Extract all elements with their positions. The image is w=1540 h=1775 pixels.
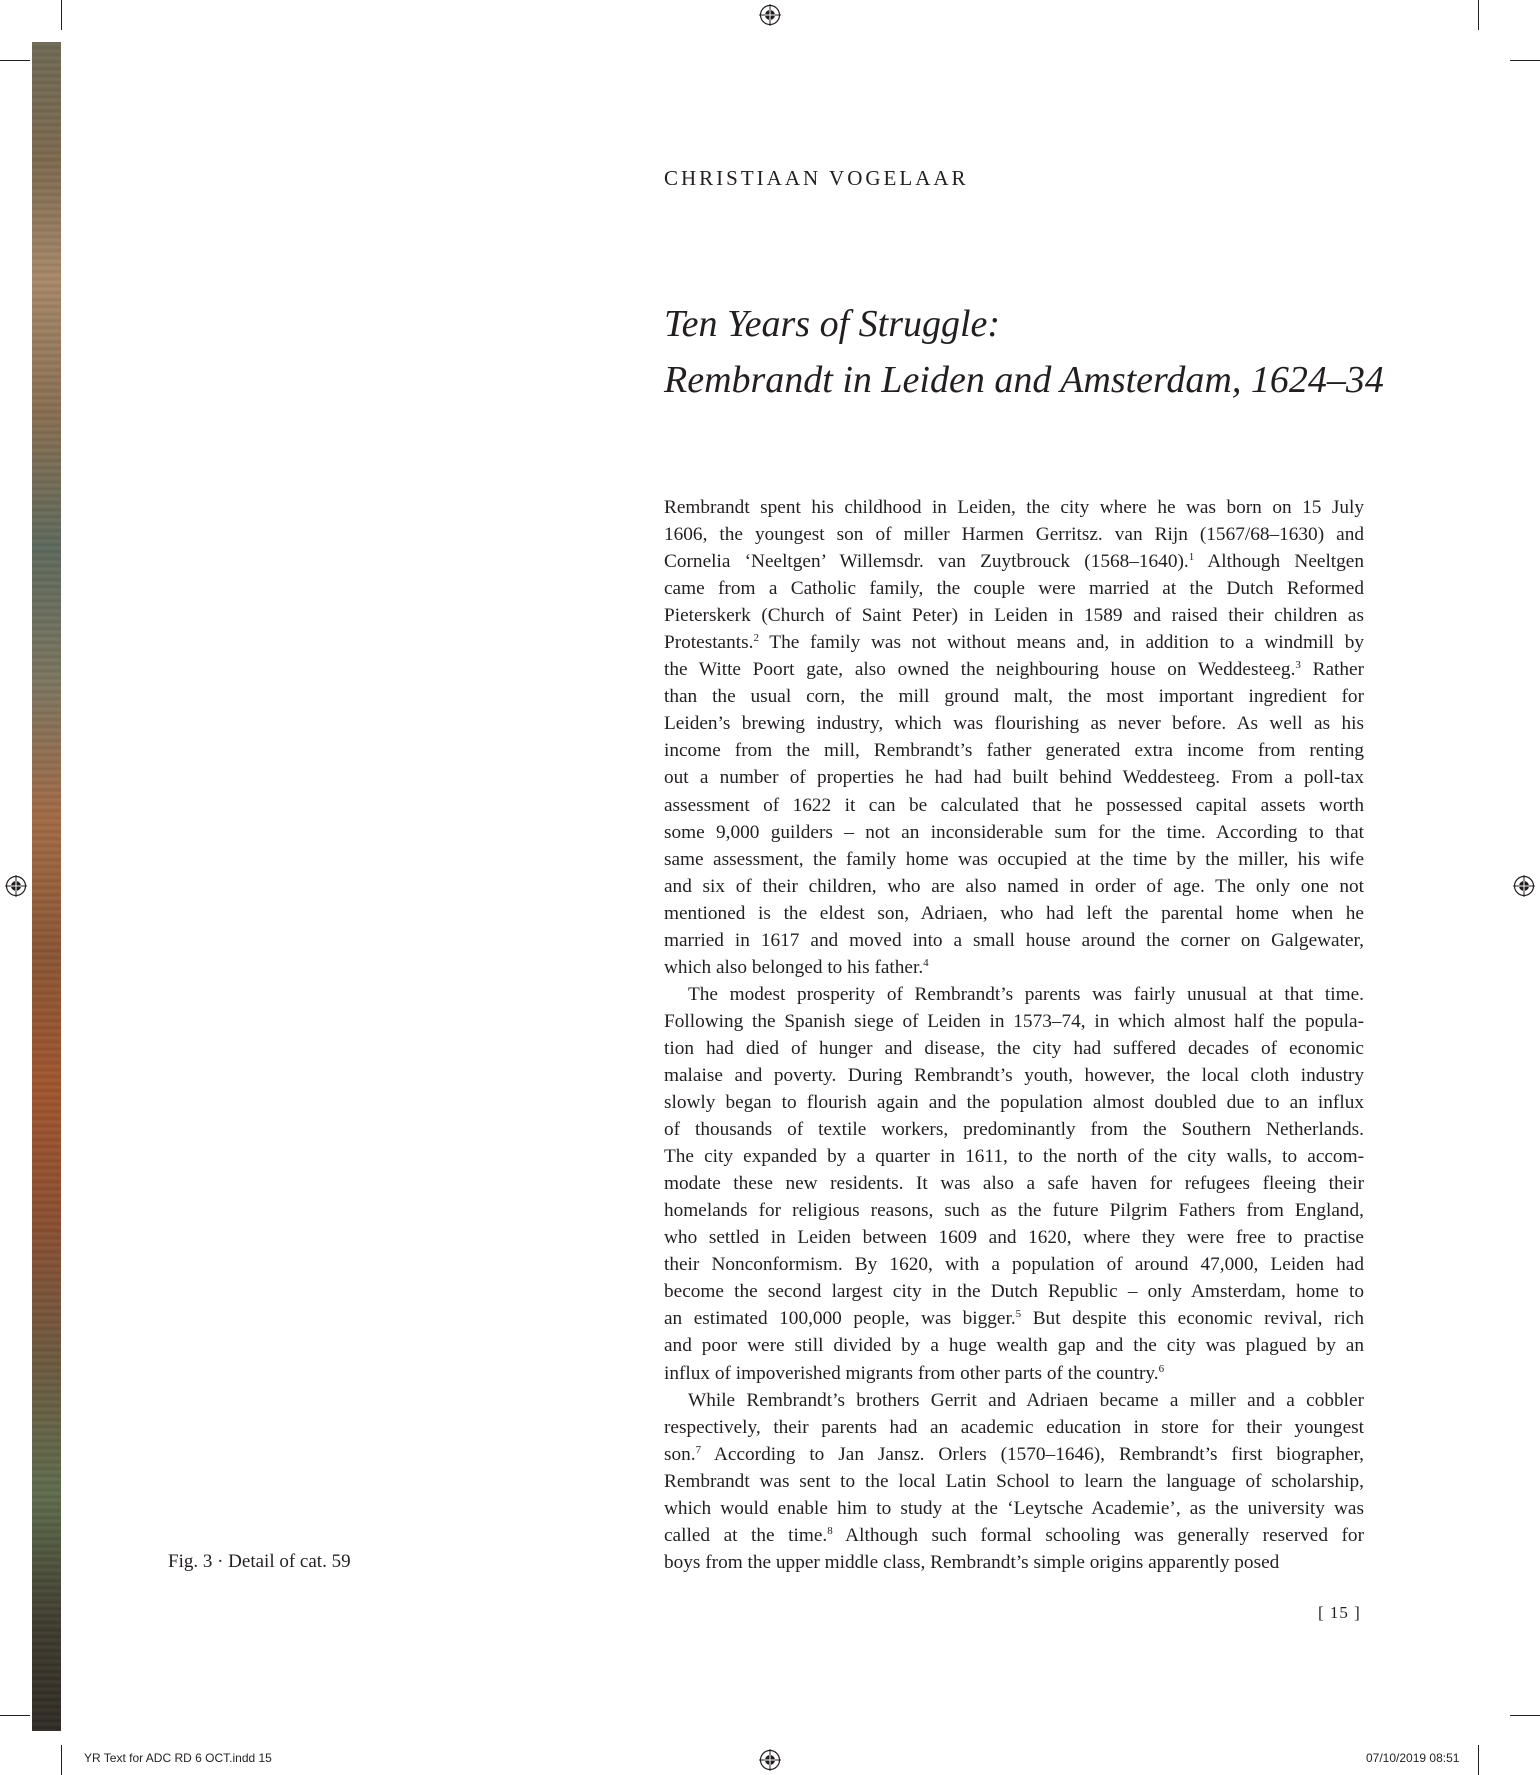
- slug-timestamp: 07/10/2019 08:51: [1366, 1751, 1460, 1765]
- text-line: mentioned is the eldest son, Adriaen, who had left the parental home when he: [664, 902, 1364, 924]
- page-number: [ 15 ]: [1318, 1603, 1361, 1622]
- text-line: 1606, the youngest son of miller Harmen Gerritsz. van Rijn (1567/68–1630) and: [664, 524, 1364, 546]
- text-line: married in 1617 and moved into a small house around the corner on Galgewater,: [664, 929, 1364, 951]
- text-line: Rembrandt was sent to the local Latin School to learn the language of scholarship,: [664, 1470, 1364, 1492]
- paragraph: [664, 981, 1364, 1387]
- text-line: came from a Catholic family, the couple were married at the Dutch Reformed: [664, 578, 1364, 600]
- text-line: become the second largest city in the Dutch Republic – only Amsterdam, home to: [664, 1281, 1364, 1303]
- text-line: and poor were still divided by a huge wealth gap and the city was plagued by an: [664, 1335, 1364, 1357]
- page-title: [664, 296, 1384, 408]
- footnote-ref: 3: [1295, 659, 1301, 672]
- crop-mark: [1510, 60, 1540, 61]
- crop-mark: [0, 60, 30, 61]
- author-name: CHRISTIAAN VOGELAAR: [664, 166, 969, 190]
- text-line: Protestants.$^2$ The family was not without means and, in addition to a windmill by: [664, 632, 1364, 654]
- text-line: the Witte Poort gate, also owned the neighbouring house on Weddesteeg.$^3$ Rather: [664, 659, 1365, 681]
- text-line: of thousands of textile workers, predominantly from the Southern Netherlands.: [664, 1119, 1364, 1141]
- crop-mark: [0, 1715, 30, 1716]
- text-line: Pieterskerk (Church of Saint Peter) in Leiden in 1589 and raised their children as: [664, 605, 1364, 627]
- crop-mark: [1478, 0, 1479, 30]
- crop-mark: [1478, 1745, 1479, 1775]
- text-line: slowly began to flourish again and the population almost doubled due to an influx: [664, 1092, 1364, 1114]
- crop-mark: [1510, 1715, 1540, 1716]
- article-body: [664, 494, 1364, 1576]
- text-line: than the usual corn, the mill ground malt, the most important ingredient for: [664, 686, 1364, 708]
- text-line: which also belonged to his father.$^4$: [664, 956, 929, 978]
- crop-mark: [61, 0, 62, 30]
- footnote-ref: 4: [923, 956, 929, 969]
- text-line: tion had died of hunger and disease, the city had suffered decades of economic: [664, 1037, 1364, 1059]
- registration-mark-icon: [1513, 875, 1535, 897]
- text-line: an estimated 100,000 people, was bigger.$^5$ But despite this economic revival, rich: [664, 1308, 1364, 1330]
- painting-detail-strip: [32, 42, 61, 1731]
- text-line: Cornelia ‘Neeltgen’ Willemsdr. van Zuytbrouck (1568–1640).$^1$ Although Neeltgen: [664, 551, 1364, 573]
- registration-mark-icon: [5, 875, 27, 897]
- paragraph: [664, 1387, 1364, 1576]
- text-line: The modest prosperity of Rembrandt’s parents was fairly unusual at that time.: [688, 983, 1364, 1005]
- registration-mark-icon: [759, 1749, 781, 1771]
- text-line: Leiden’s brewing industry, which was flourishing as never before. As well as his: [664, 713, 1364, 735]
- title-line: Rembrandt in Leiden and Amsterdam, 1624–34: [664, 359, 1384, 401]
- slug-file-info: YR Text for ADC RD 6 OCT.indd 15: [84, 1751, 272, 1765]
- text-line: homelands for religious reasons, such as the future Pilgrim Fathers from England,: [664, 1200, 1364, 1222]
- title-line: Ten Years of Struggle:: [664, 303, 1001, 345]
- registration-mark-icon: [759, 4, 781, 26]
- text-line: While Rembrandt’s brothers Gerrit and Adriaen became a miller and a cobbler: [688, 1389, 1364, 1411]
- text-line: income from the mill, Rembrandt’s father generated extra income from renting: [664, 740, 1364, 762]
- text-line: assessment of 1622 it can be calculated that he possessed capital assets worth: [664, 794, 1364, 816]
- text-line: some 9,000 guilders – not an inconsiderable sum for the time. According to that: [664, 821, 1364, 843]
- text-line: malaise and poverty. During Rembrandt’s youth, however, the local cloth industry: [664, 1064, 1364, 1086]
- text-line: called at the time.$^8$ Although such formal schooling was generally reserved for: [664, 1524, 1364, 1546]
- text-line: modate these new residents. It was also a safe haven for refugees fleeing their: [664, 1173, 1364, 1195]
- text-line: out a number of properties he had had built behind Weddesteeg. From a poll-tax: [664, 767, 1364, 789]
- paragraph: [664, 494, 1364, 981]
- text-line: which would enable him to study at the ‘Leytsche Academie’, as the university was: [664, 1497, 1364, 1519]
- text-line: and six of their children, who are also named in order of age. The only one not: [664, 875, 1364, 897]
- footnote-ref: 5: [1015, 1308, 1022, 1321]
- text-line: Following the Spanish siege of Leiden in 1573–74, in which almost half the popula-: [664, 1010, 1364, 1032]
- footnote-ref: 6: [1158, 1362, 1165, 1375]
- text-line: their Nonconformism. By 1620, with a population of around 47,000, Leiden had: [664, 1254, 1364, 1276]
- footnote-ref: 2: [753, 632, 759, 645]
- text-line: who settled in Leiden between 1609 and 1620, where they were free to practise: [664, 1227, 1364, 1249]
- text-line: same assessment, the family home was occupied at the time by the miller, his wife: [664, 848, 1364, 870]
- text-line: son.$^7$ According to Jan Jansz. Orlers (1570–1646), Rembrandt’s first biographer,: [664, 1443, 1364, 1465]
- text-line: respectively, their parents had an academic education in store for their youngest: [664, 1416, 1364, 1438]
- footnote-ref: 1: [1188, 551, 1195, 564]
- footnote-ref: 7: [695, 1443, 702, 1456]
- text-line: boys from the upper middle class, Rembrandt’s simple origins apparently posed: [664, 1551, 1280, 1573]
- text-line: The city expanded by a quarter in 1611, to the north of the city walls, to accom-: [664, 1146, 1364, 1168]
- text-line: influx of impoverished migrants from other parts of the country.$^6$: [664, 1362, 1165, 1384]
- figure-caption: Fig. 3 · Detail of cat. 59: [168, 1551, 351, 1572]
- crop-mark: [61, 1745, 62, 1775]
- text-line: Rembrandt spent his childhood in Leiden, the city where he was born on 15 July: [664, 497, 1364, 518]
- footnote-ref: 8: [827, 1524, 833, 1537]
